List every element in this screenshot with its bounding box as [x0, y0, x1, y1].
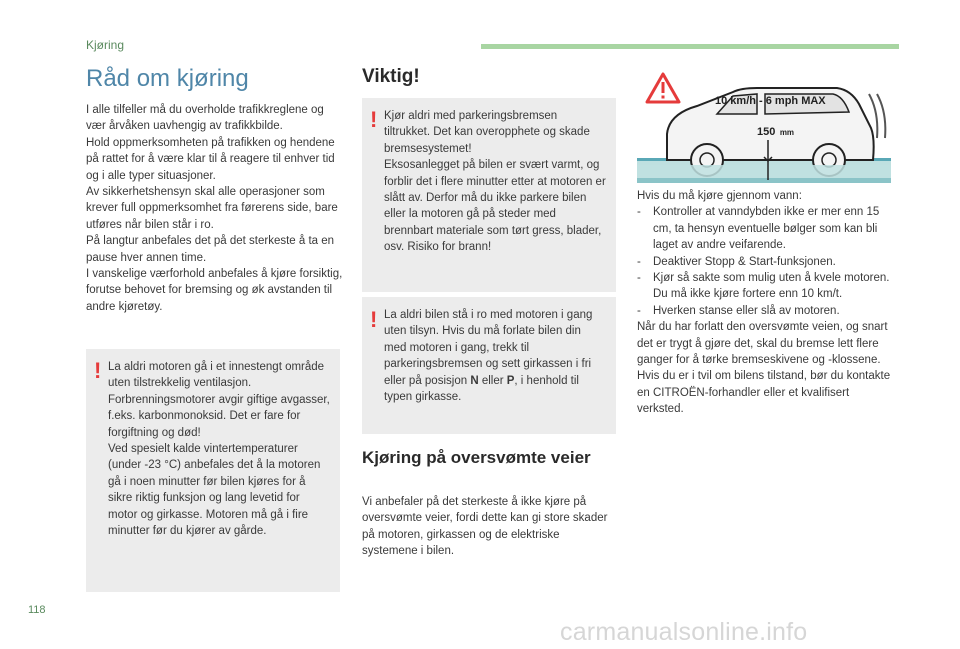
section-label: Kjøring — [86, 38, 125, 52]
list-dash: - — [637, 272, 641, 285]
flood-driving-illustration — [637, 68, 891, 183]
text: La aldri bilen stå i ro med motoren i gang uten tilsyn. Hvis du må forlate bilen din med motoren i gang, trekk til parkeringsbremsen og sett girkassen i fri eller på posisjon — [384, 309, 593, 387]
flood-text — [362, 494, 614, 560]
list-text: Hverken stanse eller slå av motoren. — [653, 304, 840, 317]
list-item — [637, 303, 895, 319]
warning-line: Ved spesielt kalde vintertemperaturer (under -23 °C) anbefales det å la motoren gå i noen minutter før bilen kjøres for å sikre riktig funksjon og lang levetid for motor og girkasse. Motoren må gå i fire minutter før du kjører av gårde. — [108, 443, 321, 538]
paragraph: I alle tilfeller må du overholde trafikkreglene og vær årvåken uavhengig av trafikkbilde. — [86, 104, 324, 133]
warning-line: La aldri motoren gå i et innestengt område uten tilstrekkelig ventilasjon. — [108, 361, 325, 390]
warning-text — [384, 307, 606, 405]
speed-limit-label: 10 km/h - 6 mph MAX — [715, 95, 826, 107]
warning-line: Forbrenningsmotorer avgir giftige avgasser, f.eks. karbonmonoksid. Det er fare for forgiftning og død! — [108, 393, 330, 439]
important-heading: Viktig! — [362, 66, 420, 87]
section-color-bar — [481, 44, 899, 49]
warning-text — [108, 359, 330, 539]
list-text: Deaktiver Stopp & Start-funksjonen. — [653, 255, 836, 268]
depth-unit: mm — [779, 128, 795, 137]
warning-text — [384, 108, 606, 256]
page-title: Råd om kjøring — [86, 65, 249, 92]
instructions-intro: Hvis du må kjøre gjennom vann: — [637, 190, 802, 202]
warning-line: Eksosanlegget på bilen er svært varmt, og forblir det i flere minutter etter at motoren er slått av. Derfor må du ikke parkere bilen eller la motoren gå på steder med brennbart materiale som tørt gress, blader, osv. Risiko for brann! — [384, 159, 606, 254]
depth-label — [757, 122, 794, 140]
text: , i henhold til typen girkasse. — [384, 374, 579, 404]
text: eller — [478, 374, 507, 387]
warning-line: Kjør aldri med parkeringsbremsen tiltrukket. Det kan overopphete og skade bremsesystemet! — [384, 110, 590, 155]
engine-warning-box — [86, 349, 340, 592]
paragraph: I vanskelige værforhold anbefales å kjøre forsiktig, forutse behovet for bremsing og øk avstanden til andre kjøretøy. — [86, 268, 343, 313]
warning-exclamation-icon: ! — [94, 358, 102, 383]
paragraph: Vi anbefaler på det sterkeste å ikke kjøre på oversvømte veier, fordi dette kan gi store skader på motoren, girkassen og de elektriske systemene i bilen. — [362, 496, 608, 558]
list-item — [637, 254, 895, 270]
gear-n: N — [470, 374, 479, 387]
watermark: carmanualsonline.info — [560, 618, 808, 646]
warning-triangle-icon — [647, 74, 679, 102]
list-dash: - — [637, 255, 641, 268]
warning-exclamation-icon: ! — [370, 107, 378, 132]
paragraph: Hold oppmerksomheten på trafikken og hendene på rattet for å være klar til å reagere til enhver tid og i alle typer situasjoner. — [86, 136, 335, 182]
idle-warning-box — [362, 297, 616, 434]
water-overlay — [637, 165, 891, 178]
paragraph: Når du har forlatt den oversvømte veien, og snart det er trygt å gjøre det, skal du bremse lett flere ganger for å tørke bremseskivene og -klossene. — [637, 321, 888, 367]
list-item — [637, 270, 895, 303]
warning-line — [384, 307, 606, 405]
road-surface — [637, 178, 891, 183]
warning-exclamation-icon: ! — [370, 307, 378, 332]
paragraph: Hvis du er i tvil om bilens tilstand, bør du kontakte en CITROËN-forhandler eller et kvalifisert verksted. — [637, 370, 891, 416]
flood-heading: Kjøring på oversvømte veier — [362, 448, 591, 467]
paragraph: Av sikkerhetshensyn skal alle operasjoner som krever full oppmerksomhet fra førerens side, bare utføres når bilen står i ro. — [86, 186, 338, 231]
page-number: 118 — [28, 604, 46, 616]
brake-warning-box — [362, 98, 616, 292]
list-dash: - — [637, 206, 641, 219]
list-text: Kontroller at vanndybden ikke er mer enn 15 cm, ta hensyn eventuelle bølger som kan bli laget av andre veifarende. — [653, 206, 880, 252]
list-item — [637, 204, 895, 253]
intro-text — [86, 102, 344, 315]
depth-value: 150 — [757, 126, 776, 138]
paragraph: På langtur anbefales det på det sterkeste å ta en pause hver annen time. — [86, 235, 335, 264]
list-dash: - — [637, 304, 641, 317]
flood-instructions — [637, 188, 895, 418]
gear-p: P — [506, 374, 515, 387]
list-text: Kjør så sakte som mulig uten å kvele motoren. Du må ikke kjøre fortere enn 10 km/t. — [653, 272, 890, 301]
